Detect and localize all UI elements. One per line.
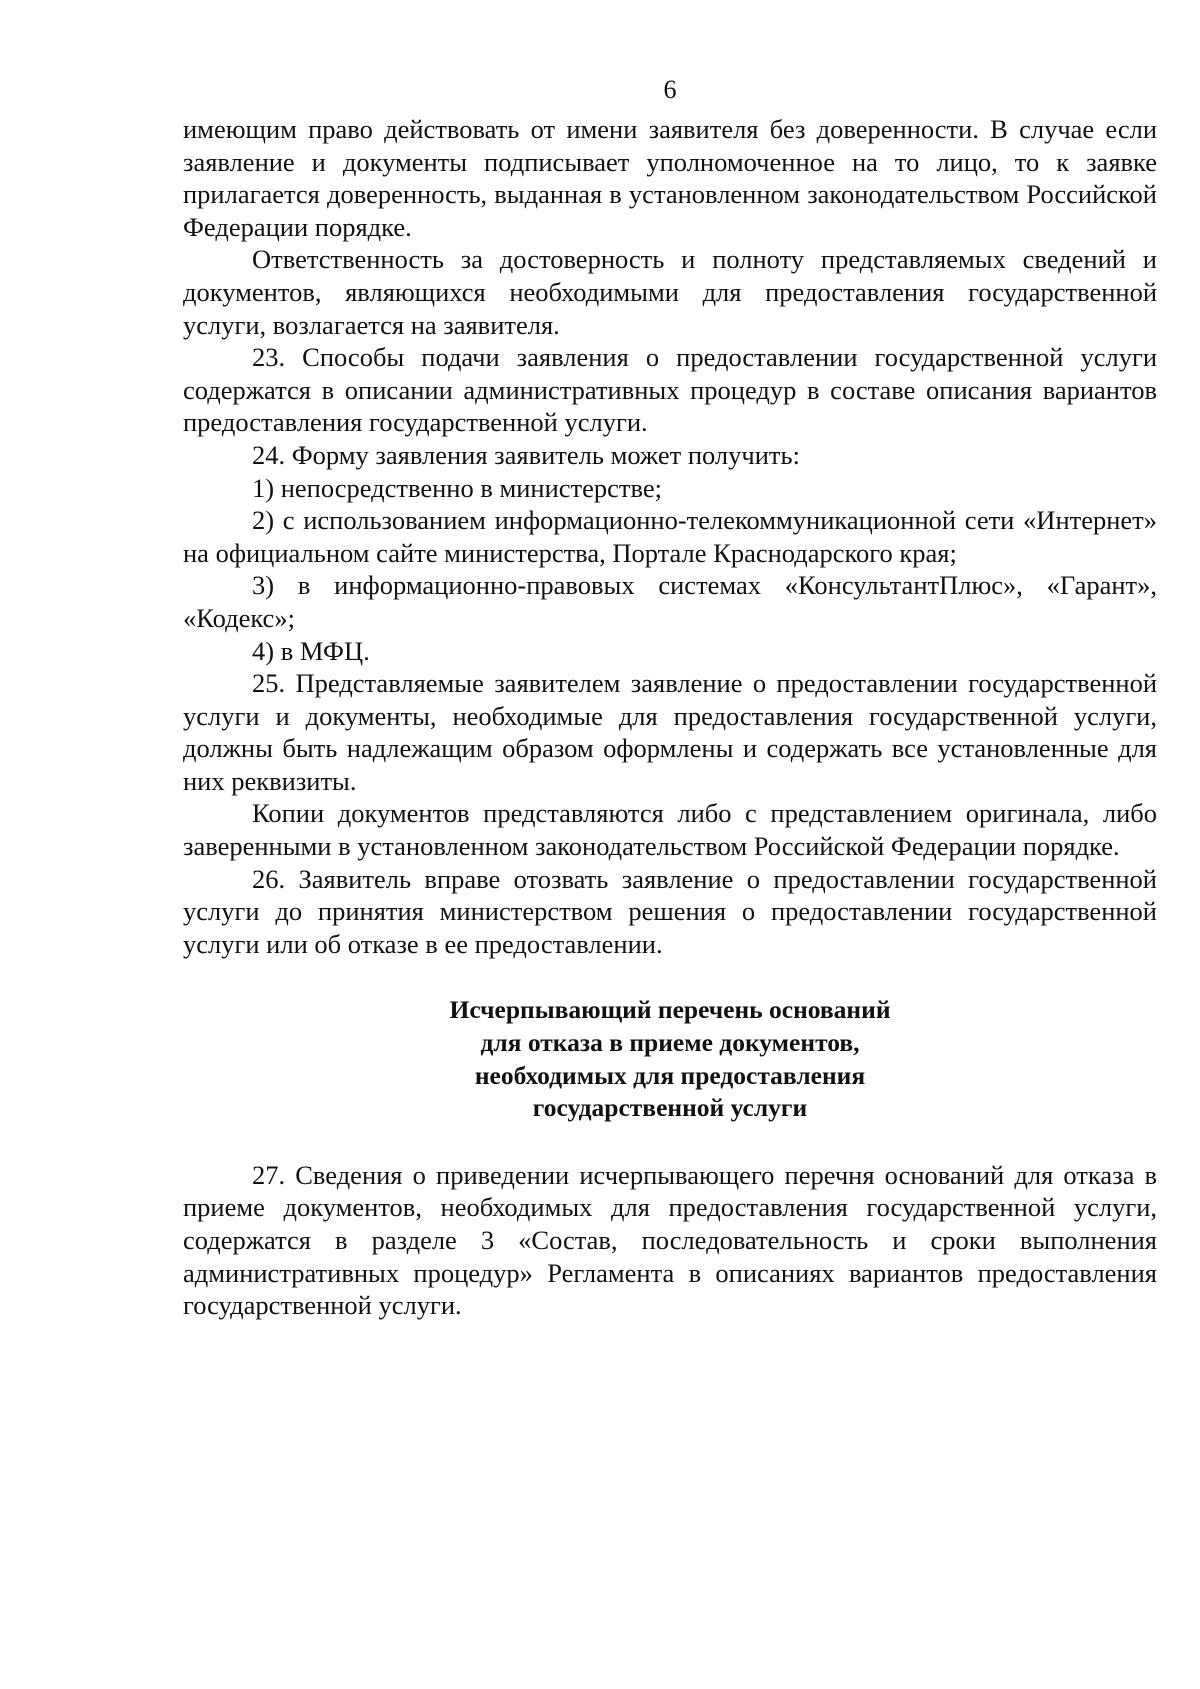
paragraph-copies: Копии документов представляются либо с представлением оригинала, либо заверенными в установленном законодательством Российской Федерации порядке. <box>183 798 1157 862</box>
page-number: 6 <box>663 75 677 104</box>
document-body <box>183 113 1157 1322</box>
list-item-4: 4) в МФЦ. <box>252 635 370 666</box>
section-heading-line: для отказа в приеме документов, <box>480 1028 860 1058</box>
section-heading-line: необходимых для предоставления <box>474 1060 866 1090</box>
paragraph-item-23: 23. Способы подачи заявления о предоставлении государственной услуги содержатся в описании административных процедур в составе описания вариантов предоставления государственной услуги. <box>183 342 1157 438</box>
list-item-2: 2) с использованием информационно-телекоммуникационной сети «Интернет» на официальном сайте министерства, Портале Краснодарского края; <box>183 505 1157 568</box>
paragraph-item-27: 27. Сведения о приведении исчерпывающего перечня оснований для отказа в приеме документов, необходимых для предоставления государственной услуги, содержатся в разделе 3 «Состав, последовательность и сроки выполнения административных процедур» Регламента в описаниях вариантов предоставления государственной услуги. <box>183 1159 1157 1321</box>
section-heading-line: государственной услуги <box>532 1093 808 1123</box>
list-item-3: 3) в информационно-правовых системах «КонсультантПлюс», «Гарант», «Кодекс»; <box>183 570 1157 633</box>
paragraph-continuation: имеющим право действовать от имени заявителя без доверенности. В случае если заявление и документы подписывает уполномоченное на то лицо, то к заявке прилагается доверенность, выданная в установленном законодательством Российской Федерации порядке. <box>183 114 1157 242</box>
section-heading-line: Исчерпывающий перечень оснований <box>449 995 891 1025</box>
paragraph-responsibility: Ответственность за достоверность и полноту представляемых сведений и документов, являющихся необходимыми для предоставления государственной услуги, возлагается на заявителя. <box>183 244 1157 340</box>
section-heading <box>183 994 1157 1124</box>
paragraph-item-24: 24. Форму заявления заявитель может получить: <box>252 439 800 470</box>
list-item-1: 1) непосредственно в министерстве; <box>252 472 662 503</box>
paragraph-item-25: 25. Представляемые заявителем заявление о предоставлении государственной услуги и документы, необходимые для предоставления государственной услуги, должны быть надлежащим образом оформлены и содержать все установленные для них реквизиты. <box>183 668 1157 796</box>
paragraph-item-26: 26. Заявитель вправе отозвать заявление о предоставлении государственной услуги до принятия министерством решения о предоставлении государственной услуги или об отказе в ее предоставлении. <box>183 863 1157 959</box>
